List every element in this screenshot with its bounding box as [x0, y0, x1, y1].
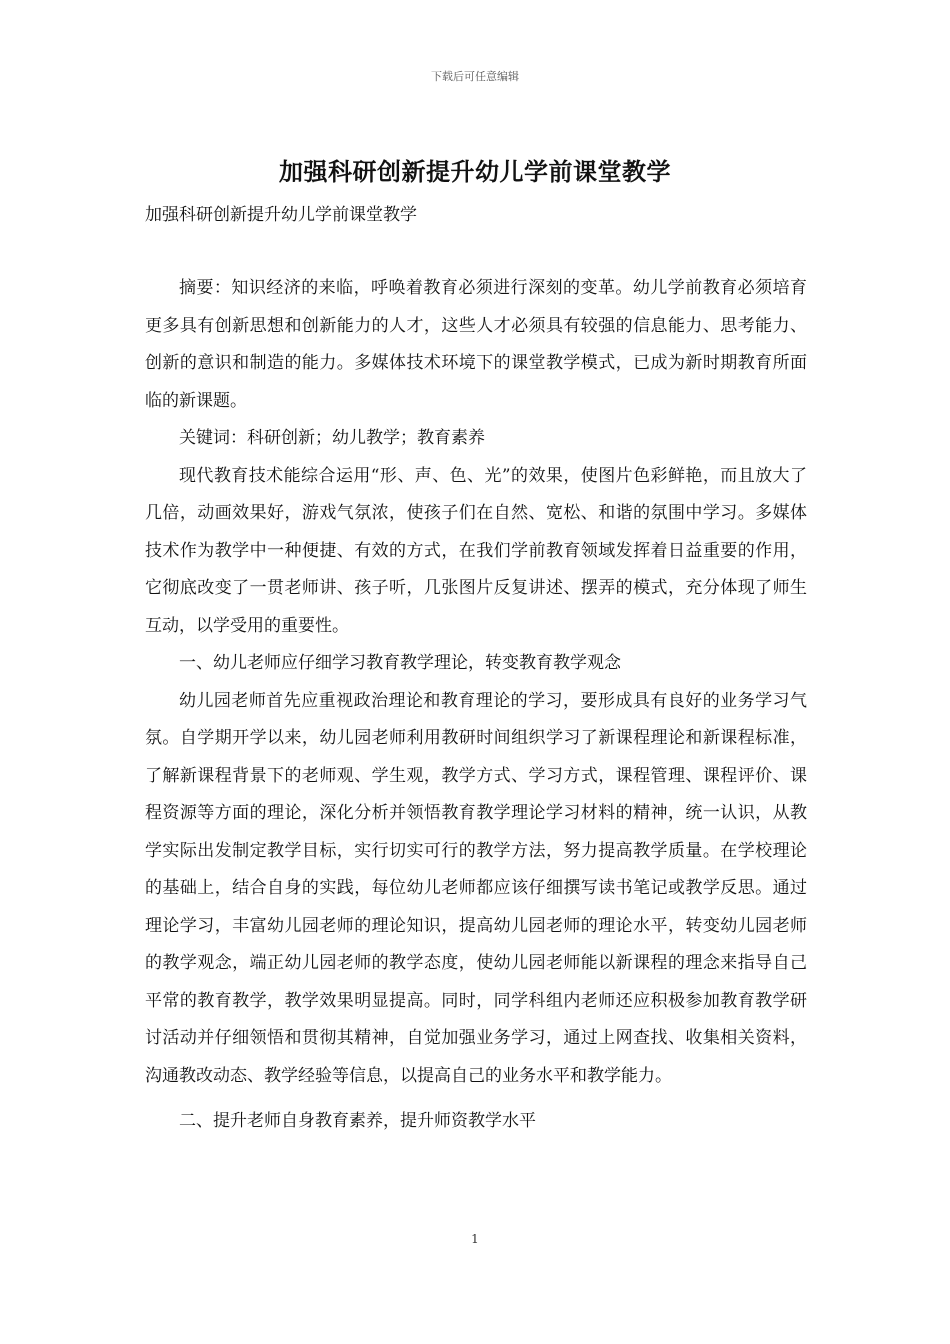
abstract-paragraph: 摘要：知识经济的来临，呼唤着教育必须进行深刻的变革。幼儿学前教育必须培育更多具有创新思想和创新能力的人才，这些人才必须具有较强的信息能力、思考能力、创新的意识和制造的能力。多媒体技术环境下的课堂教学模式，已成为新时期教育所面临的新课题。: [145, 278, 807, 411]
section-1-paragraph: 幼儿园老师首先应重视政治理论和教育理论的学习，要形成具有良好的业务学习气氛。自学期开学以来，幼儿园老师利用教研时间组织学习了新课程理论和新课程标准，了解新课程背景下的老师观、学生观，教学方式、学习方式，课程管理、课程评价、课程资源等方面的理论，深化分析并领悟教育教学理论学习材料的精神，统一认识，从教学实际出发制定教学目标，实行切实可行的教学方法，努力提高教学质量。在学校理论的基础上，结合自身的实践，每位幼儿老师都应该仔细撰写读书笔记或教学反思。通过理论学习，丰富幼儿园老师的理论知识，提高幼儿园老师的理论水平，转变幼儿园老师的教学观念，端正幼儿园老师的教学态度，使幼儿园老师能以新课程的理念来指导自己平常的教育教学，教学效果明显提高。同时，同学科组内老师还应积极参加教育教学研讨活动并仔细领悟和贯彻其精神，自觉加强业务学习，通过上网查找、收集相关资料，沟通教改动态、教学经验等信息，以提高自己的业务水平和教学能力。: [145, 690, 807, 1086]
document-title: 加强科研创新提升幼儿学前课堂教学: [279, 157, 671, 186]
document-subtitle: 加强科研创新提升幼儿学前课堂教学: [145, 205, 417, 225]
section-heading-1: 一、幼儿老师应仔细学习教育教学理论，转变教育教学观念: [179, 653, 621, 673]
section-heading-2: 二、提升老师自身教育素养，提升师资教学水平: [179, 1111, 536, 1131]
page-number: 1: [471, 1232, 479, 1246]
keywords-paragraph: 关键词：科研创新；幼儿教学；教育素养: [179, 428, 485, 448]
document-body: [145, 270, 807, 1141]
intro-paragraph: 现代教育技术能综合运用“形、声、色、光”的效果，使图片色彩鲜艳，而且放大了几倍，动画效果好，游戏气氛浓，使孩子们在自然、宽松、和谐的氛围中学习。多媒体技术作为教学中一种便捷、有效的方式，在我们学前教育领域发挥着日益重要的作用，它彻底改变了一贯老师讲、孩子听，几张图片反复讲述、摆弄的模式，充分体现了师生互动，以学受用的重要性。: [145, 465, 807, 636]
header-note: 下载后可任意编辑: [431, 70, 519, 83]
